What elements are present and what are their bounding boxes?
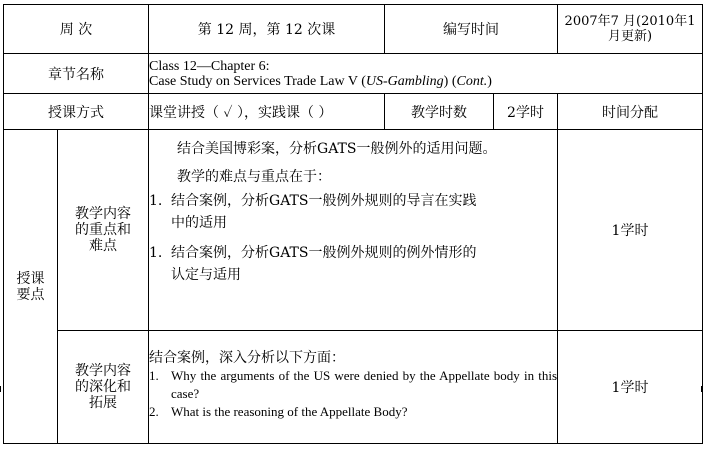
teaching-hours-label: 教学时数 — [385, 94, 494, 130]
page-edge-mark — [701, 386, 705, 392]
week-label: 周 次 — [4, 5, 149, 54]
header-row — [4, 5, 703, 54]
time-allocation-label: 时间分配 — [558, 94, 703, 130]
deepen-extend-label: 教学内容 的深化和 拓展 — [58, 331, 149, 444]
list-item: 1. 结合案例，分析GATS一般例外规则的例外情形的 认定与适用 — [149, 245, 477, 283]
chapter-title-line1: Class 12—Chapter 6: — [149, 58, 270, 74]
section2-list — [149, 367, 557, 421]
teaching-mode-row — [4, 94, 703, 130]
list-item: 1. Why the arguments of the US were denied by the Appellate body in this case? — [149, 368, 558, 401]
compile-time-value: 2007年7 月(2010年1月更新) — [558, 5, 703, 54]
focus-difficulty-label: 教学内容 的重点和 难点 — [58, 130, 149, 331]
teaching-mode-value: 课堂讲授（ ✓ ），实践课（ ） — [149, 94, 385, 130]
chapter-title-line2: Case Study on Services Trade Law V (US-Gambling) (Cont.) — [149, 73, 492, 89]
compile-time-label: 编写时间 — [385, 5, 558, 54]
week-value: 第 12 周，第 12 次课 — [149, 5, 385, 54]
focus-difficulty-content — [149, 130, 558, 331]
key-points-row-2 — [4, 331, 703, 444]
section2-hours: 1学时 — [558, 331, 703, 444]
section2-intro: 结合案例，深入分析以下方面： — [149, 350, 346, 366]
section1-intro: 结合美国博彩案，分析GATS一般例外的适用问题。 — [177, 141, 497, 157]
key-points-label: 授课 要点 — [4, 130, 58, 444]
chapter-title — [149, 54, 703, 94]
list-item: 2. What is the reasoning of the Appellate Body? — [149, 404, 408, 419]
section1-list — [149, 190, 557, 286]
lesson-plan-table — [3, 4, 703, 444]
deepen-extend-content — [149, 331, 558, 444]
teaching-hours-value: 2学时 — [494, 94, 558, 130]
section1-hours: 1学时 — [558, 130, 703, 331]
key-points-row-1 — [4, 130, 703, 331]
list-item: 1. 结合案例，分析GATS一般例外规则的导言在实践 中的适用 — [149, 193, 477, 231]
chapter-label: 章节名称 — [4, 54, 149, 94]
section1-difficulty: 教学的难点与重点在于： — [177, 169, 332, 185]
chapter-row — [4, 54, 703, 94]
page-edge-mark — [0, 386, 5, 392]
teaching-mode-label: 授课方式 — [4, 94, 149, 130]
